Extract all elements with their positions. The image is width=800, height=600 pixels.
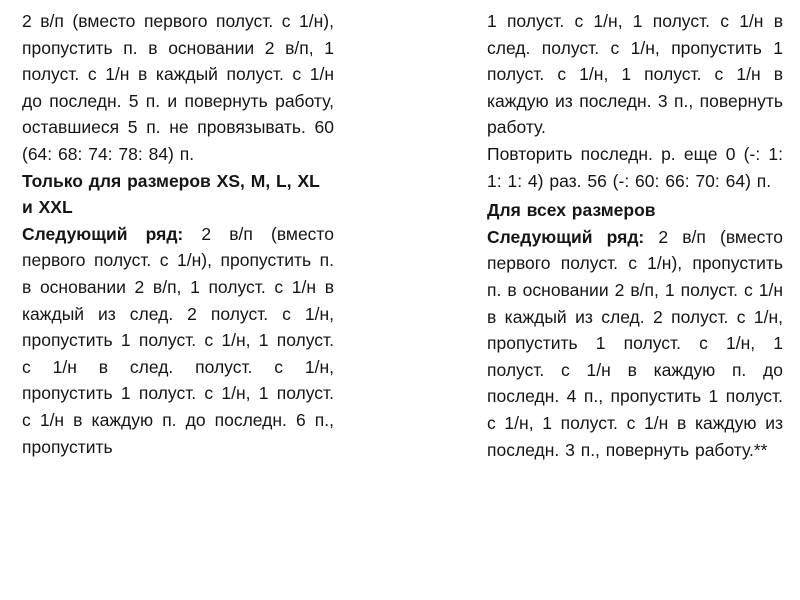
- paragraph-repeat-row: Повторить последн. р. еще 0 (-: 1: 1: 1: 4) раз. 56 (-: 60: 66: 70: 64) п.: [487, 143, 783, 191]
- right-column: [487, 8, 783, 463]
- row-instructions: 2 в/п (вместо первого полуст. с 1/н), пропустить п. в основании 2 в/п, 1 полуст. с 1/н в каждый из след. 2 полуст. с 1/н, пропустить 1 полуст. с 1/н, 1 полуст. с 1/н в след. полуст. с 1/н, пропустить 1 полуст. с 1/н, 1 полуст. с 1/н в каждую п. до последн. 6 п., пропустить: [22, 223, 334, 457]
- section-heading-sizes: Только для размеров XS, M, L, XL и XXL: [22, 170, 320, 218]
- row-lead-label: Следующий ряд:: [22, 223, 184, 244]
- paragraph-next-row-all: [487, 224, 783, 463]
- row-instructions: 2 в/п (вместо первого полуст. с 1/н), пропустить п. в основании 2 в/п, 1 полуст. с 1/н в каждый из след. 2 полуст. с 1/н, пропустить 1 полуст. с 1/н, 1 полуст. с 1/н в каждую п. до последн. 4 п., пропустить 1 полуст. с 1/н, 1 полуст. с 1/н в каждую из последн. 3 п., повернуть работу.**: [487, 226, 783, 460]
- section-heading-all-sizes: Для всех размеров: [487, 200, 656, 221]
- row-lead-label: Следующий ряд:: [487, 226, 645, 247]
- paragraph-next-row: [22, 221, 334, 460]
- paragraph-continuation: 1 полуст. с 1/н, 1 полуст. с 1/н в след. полуст. с 1/н, пропустить 1 полуст. с 1/н, 1 полуст. с 1/н в каждую из последн. 3 п., повернуть работу.: [487, 11, 783, 138]
- paragraph-decrease-row: 2 в/п (вместо первого полуст. с 1/н), пропустить п. в основании 2 в/п, 1 полуст. с 1/н в каждый полуст. с 1/н до последн. 5 п. и повернуть работу, оставшиеся 5 п. не провязывать. 60 (64: 68: 74: 78: 84) п.: [22, 11, 334, 164]
- left-column: [22, 8, 334, 460]
